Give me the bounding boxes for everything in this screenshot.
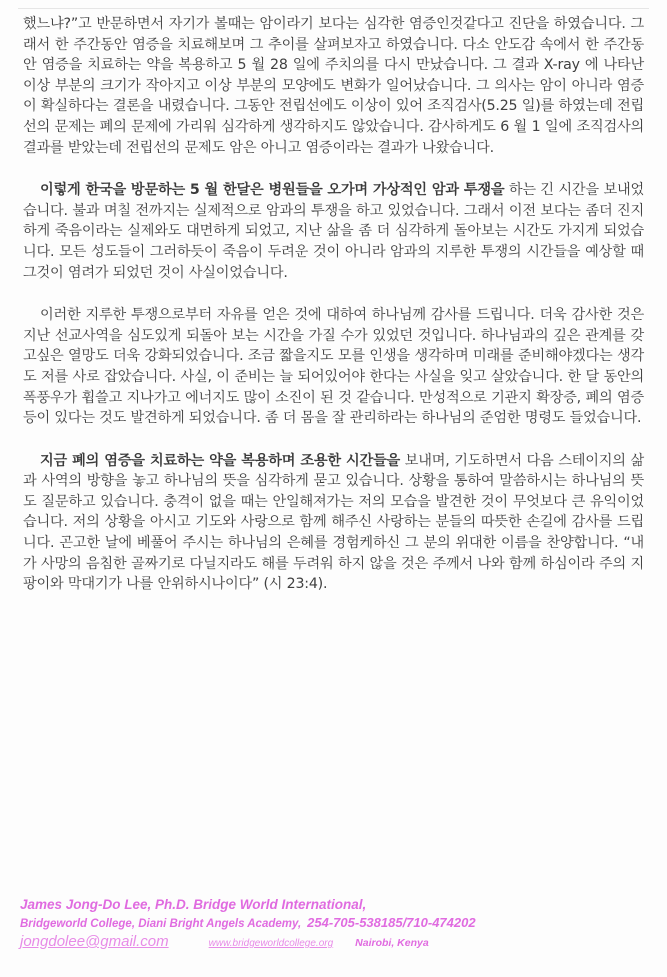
footer-contact-line — [20, 933, 650, 953]
paragraph-4-text: 보내며, 기도하면서 다음 스테이지의 삶과 사역의 방향을 놓고 하나님의 뜻을 심각하게 묻고 있습니다. 상황을 통하여 말씀하시는 하나님의 뜻도 질문하고 있습니다. 충격이 없을 때는 안일해져가는 저의 모습을 발견한 것이 무엇보다 큰 유익이었습니다. 저의 상황을 아시고 기도와 사랑으로 함께 해주신 사랑하는 분들의 따뜻한 손길에 감사를 드립니다. 곤고한 날에 베풀어 주시는 하나님의 은혜를 경험케하신 그 분의 위대한 이름을 찬양합니다. “내가 사망의 음침한 골짜기로 다닐지라도 해를 두려워 하지 않을 것은 주께서 나와 함께 하심이라 주의 지팡이와 막대기가 나를 안위하시나이다” (시 23:4). — [23, 452, 644, 593]
paragraph-1-text: 했느냐?”고 반문하면서 자기가 볼때는 암이라기 보다는 심각한 염증인것같다고 진단을 하였습니다. 그래서 한 주간동안 염증을 치료해보며 그 추이를 살펴보자고 하였습니다. 다소 안도감 속에서 한 주간동안 염증을 치료하는 약을 복용하고 5 월 28 일에 주치의를 다시 만났습니다. 그 결과 X-ray 에 나타난 이상 부분의 크기가 작아지고 이상 부분의 모양에도 변화가 일어났습니다. 그 의사는 암이 아니라 염증이 확실하다는 결론을 내렸습니다. 그동안 전립선에도 이상이 있어 조직검사(5.25 일)를 하였는데 전립선의 문제는 폐의 문제에 가리워 심각하게 생각하지도 않았습니다. 감사하게도 6 월 1 일에 조직검사의 결과를 받았는데 전립선의 문제도 암은 아니고 염증이라는 결과가 나왔습니다. — [23, 16, 644, 156]
paragraph-1 — [23, 14, 644, 158]
signature-footer — [20, 896, 650, 953]
footer-city: Nairobi, Kenya — [355, 937, 429, 949]
footer-name-line: James Jong-Do Lee, Ph.D. Bridge World International, — [20, 897, 367, 912]
paragraph-2-text: 하는 긴 시간을 보내었습니다. 불과 며칠 전까지는 실제적으로 암과의 투쟁을 하고 있었습니다. 그래서 이전 보다는 좀더 진지하게 죽음이라는 실제와도 대면하게 되었고, 지난 삶을 좀 더 심각하게 돌아보는 시간도 가지게 되었습니다. 모든 성도들이 그러하듯이 죽음이 두려운 것이 아니라 암과의 지루한 투쟁의 시간들을 예상할 때 그것이 염려가 되었던 것이 사실이었습니다. — [23, 182, 644, 281]
footer-email-link[interactable]: jongdolee@gmail.com — [20, 933, 169, 950]
footer-org-line — [20, 914, 650, 933]
paragraph-3 — [23, 305, 644, 429]
paragraph-2-lead: 이렇게 한국을 방문하는 5 월 한달은 병원들을 오가며 가상적인 암과 투쟁을 — [40, 182, 505, 199]
footer-org-text: Bridgeworld College, Diani Bright Angels Academy, — [20, 918, 302, 930]
paragraph-3-text: 이러한 지루한 투쟁으로부터 자유를 얻은 것에 대하여 하나님께 감사를 드립니다. 더욱 감사한 것은 지난 선교사역을 심도있게 되돌아 보는 시간을 가질 수가 있었던 것입니다. 하나님과의 깊은 관계를 갖고싶은 열망도 더욱 강화되었습니다. 조금 짧을지도 모를 인생을 생각하며 미래를 준비해야겠다는 생각도 저를 사로 잡았습니다. 사실, 이 준비는 늘 되어있어야 한다는 사실을 잊고 살았습니다. 한 달 동안의 폭풍우가 휩쓸고 지나가고 에너지도 많이 소진이 된 것 같습니다. 만성적으로 기관지 확장증, 폐의 염증 등이 있다는 것도 발견하게 되었습니다. 좀 더 몸을 잘 관리하라는 하나님의 준엄한 명령도 들었습니다. — [23, 307, 644, 427]
paragraph-4-lead: 지금 폐의 염증을 치료하는 약을 복용하며 조용한 시간들을 — [40, 452, 401, 469]
top-divider — [18, 8, 649, 9]
footer-website-link[interactable]: www.bridgeworldcollege.org — [208, 938, 334, 949]
paragraph-4 — [23, 451, 644, 595]
letter-body — [23, 14, 644, 617]
paragraph-2 — [23, 180, 644, 283]
footer-phone: 254-705-538185/710-474202 — [307, 915, 476, 930]
